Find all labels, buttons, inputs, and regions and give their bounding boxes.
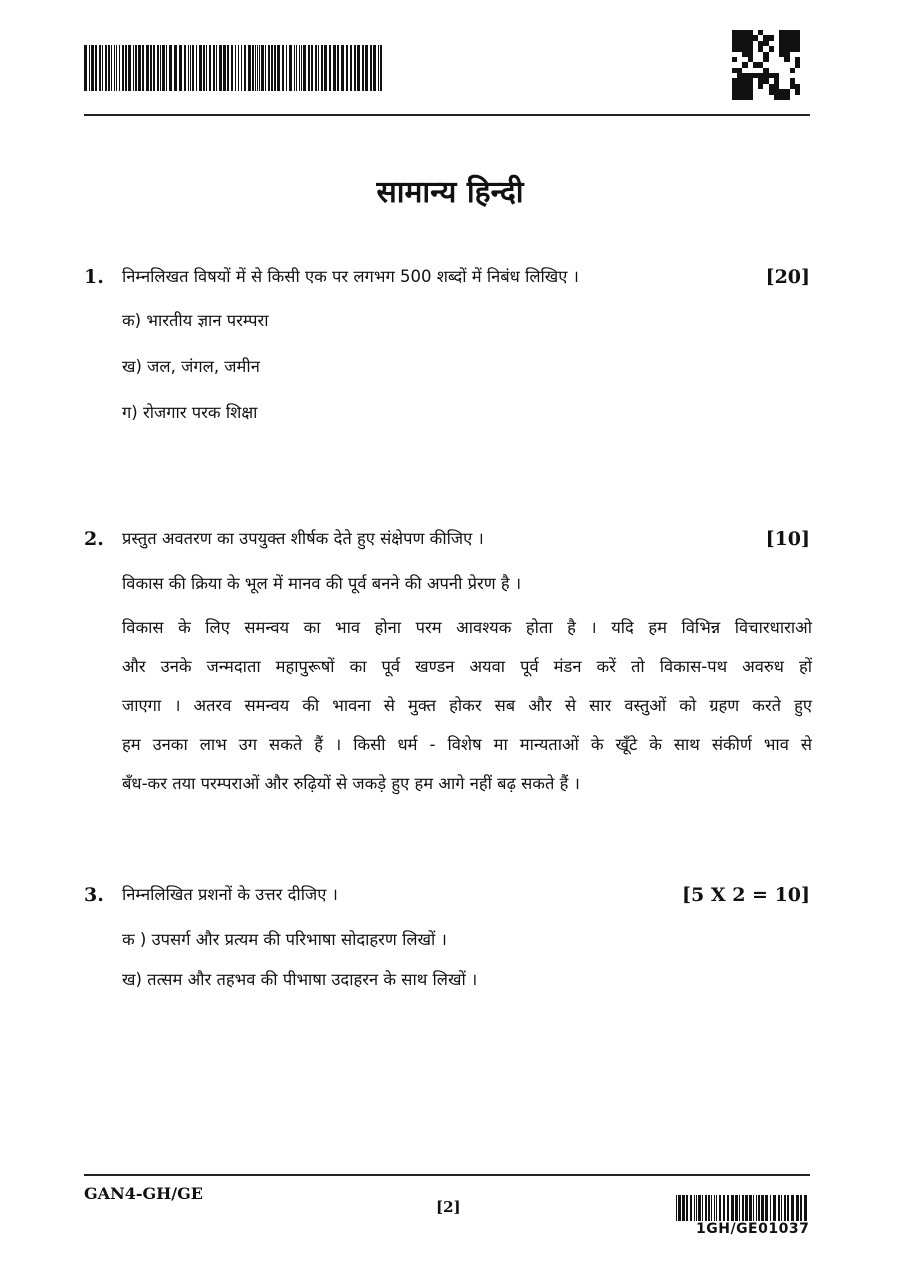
page-title: सामान्य हिन्दी [376,175,524,210]
barcode-bar [694,1195,695,1221]
barcode-bar [716,1195,717,1221]
barcode-bar [378,45,379,91]
question-2-number: 2. [84,528,104,550]
barcode-bar [216,45,217,91]
barcode-bar [676,1195,677,1221]
barcode-bar [311,45,313,91]
barcode-bar [765,1195,768,1221]
barcode-bar [238,45,239,91]
barcode-bar [727,1195,729,1221]
barcode-bar [690,1195,692,1221]
barcode-bar [209,45,211,91]
question-2-passage [122,608,812,803]
footer-rule [84,1174,810,1176]
barcode-bar [784,1195,786,1221]
barcode-bar [199,45,202,91]
barcode-bar [286,45,287,91]
barcode-bar [135,45,137,91]
barcode-bar [696,1195,697,1221]
question-1-option-a: क) भारतीय ज्ञान परम्परा [122,311,269,330]
barcode-bar [277,45,280,91]
header-rule [84,114,810,116]
barcode-bar [241,45,242,91]
barcode-bar [122,45,124,91]
barcode-bar [341,45,344,91]
barcode-bar [773,1195,776,1221]
barcode-bar [265,45,266,91]
barcode-bar [362,45,364,91]
barcode-bar [95,45,97,91]
barcode-bar [739,1195,740,1221]
barcode-bar [357,45,360,91]
barcode-bar [166,45,167,91]
passage-line: जाएगा । अतरव समन्वय की भावना से मुक्त होकर सब और से सार वस्तुओं को ग्रहण करते हुए [122,696,812,715]
barcode-bar [257,45,258,91]
page-number: [2] [436,1198,461,1216]
barcode-bar [749,1195,752,1221]
barcode-bar [299,45,300,91]
barcode-bar [102,45,103,91]
question-1-prompt: निम्नलिखत विषयों में से किसी एक पर लगभग 500 शब्दों में निबंध लिखिए । [122,267,579,286]
barcode-bar [105,45,107,91]
barcode-bar [321,45,323,91]
barcode-bar [125,45,127,91]
question-3-marks: [5 X 2 = 10] [682,884,810,906]
barcode-bar [742,1195,743,1221]
barcode-bar [337,45,339,91]
barcode-bar [796,1195,799,1221]
barcode-bar [296,45,297,91]
question-1-option-b: ख) जल, जंगल, जमीन [122,357,260,376]
barcode-bar [274,45,276,91]
barcode-bar [150,45,152,91]
barcode-bar [271,45,273,91]
question-1-marks: [20] [765,266,810,288]
barcode-bar [708,1195,710,1221]
barcode-bar [753,1195,754,1221]
barcode-bar [778,1195,780,1221]
barcode-bar [114,45,115,91]
question-3-prompt: निम्नलिखित प्रशनों के उत्तर दीजिए । [122,885,338,904]
barcode-bar [787,1195,789,1221]
barcode-bar [244,45,246,91]
barcode-bar [761,1195,764,1221]
barcode-bar [188,45,189,91]
barcode-bar [219,45,222,91]
question-2-intro: विकास की क्रिया के भूल में मानव की पूर्व बनने की अपनी प्रेरण है । [122,574,522,593]
question-3-number: 3. [84,884,104,906]
barcode-bar [206,45,207,91]
barcode-bar [723,1195,725,1221]
question-1-option-c: ग) रोजगार परक शिक्षा [122,403,258,422]
qr-module [795,95,800,100]
barcode-bar [261,45,264,91]
barcode-bar [711,1195,712,1221]
barcode-bar [119,45,120,91]
barcode-bar [248,45,251,91]
barcode-bar [686,1195,688,1221]
passage-line: हम उनका लाभ उग सकते हैं । किसी धर्म - विशेष मा मान्यताओं के खूँटे के साथ संकीर्ण भाव से [122,735,812,754]
question-3-option-a: क ) उपसर्ग और प्रत्यम की परिभाषा सोदाहरण लिखों । [122,930,447,949]
barcode-bar [89,45,90,91]
barcode-bar [770,1195,771,1221]
barcode-bar [146,45,149,91]
barcode-bar [705,1195,707,1221]
qr-code-icon [732,30,800,100]
barcode-bar [346,45,348,91]
barcode-bar [184,45,186,91]
barcode-bar [84,45,87,91]
barcode-bar [289,45,292,91]
barcode-bar [196,45,197,91]
barcode-bar [678,1195,681,1221]
barcode-bar [213,45,215,91]
barcode-bar [791,1195,794,1221]
barcode-bar [133,45,134,91]
barcode-bar [108,45,110,91]
barcode-bar [259,45,260,91]
barcode-bar [800,1195,802,1221]
barcode-bar [350,45,352,91]
barcode-bar [192,45,194,91]
barcode-bar [735,1195,738,1221]
barcode-bar [227,45,229,91]
barcode-bar [714,1195,715,1221]
barcode-bar [223,45,226,91]
barcode-bar [235,45,236,91]
barcode-bar [781,1195,782,1221]
barcode-bar [203,45,205,91]
barcode-bar [365,45,368,91]
barcode-bar [268,45,270,91]
barcode-bar [169,45,172,91]
barcode-bar [380,45,382,91]
barcode-bar [329,45,331,91]
paper-code: GAN4-GH/GE [84,1184,203,1203]
barcode-bar [702,1195,703,1221]
barcode-bar [99,45,101,91]
barcode-bar [116,45,117,91]
barcode-bar [370,45,372,91]
footer-barcode [676,1195,808,1221]
passage-line: बँध-कर तया परम्पराओं और रुढ़ियों से जकड़े हुए हम आगे नहीं बढ़ सकते हैं । [122,774,580,793]
barcode-bar [179,45,182,91]
question-2-prompt: प्रस्तुत अवतरण का उपयुक्त शीर्षक देते हुए संक्षेपण कीजिए । [122,529,484,548]
barcode-bar [255,45,256,91]
barcode-bar [303,45,306,91]
question-1-number: 1. [84,266,104,288]
barcode-bar [294,45,295,91]
barcode-bar [745,1195,748,1221]
barcode-bar [160,45,161,91]
question-2-marks: [10] [765,528,810,550]
barcode-bar [190,45,191,91]
question-3-option-b: ख) तत्सम और तहभव की पीभाषा उदाहरन के साथ लिखों । [122,970,478,989]
barcode-bar [282,45,284,91]
barcode-bar [157,45,159,91]
barcode-bar [91,45,94,91]
passage-line: विकास के लिए समन्वय का भाव होना परम आवश्यक होता है । यदि हम विभिन्न विचारधाराओ [122,618,812,637]
barcode-bar [743,1195,744,1221]
barcode-bar [128,45,131,91]
barcode-bar [804,1195,807,1221]
barcode-bar [758,1195,760,1221]
barcode-bar [373,45,376,91]
passage-line: और उनके जन्मदाता महापुरूषों का पूर्व खण्डन अयवा पूर्व मंडन करें तो विकास-पथ अवरुध हों [122,657,812,676]
barcode-bar [756,1195,757,1221]
barcode-bar [308,45,310,91]
top-barcode [84,45,386,91]
barcode-bar [333,45,336,91]
barcode-bar [354,45,356,91]
barcode-bar [698,1195,701,1221]
barcode-bar [138,45,141,91]
barcode-bar [153,45,155,91]
barcode-bar [111,45,112,91]
barcode-bar [682,1195,685,1221]
barcode-bar [324,45,327,91]
barcode-bar [142,45,144,91]
barcode-bar [318,45,319,91]
barcode-bar [174,45,177,91]
barcode-bar [731,1195,734,1221]
barcode-bar [231,45,233,91]
barcode-label: 1GH/GE01037 [696,1221,810,1237]
barcode-bar [162,45,165,91]
barcode-bar [719,1195,721,1221]
barcode-bar [315,45,317,91]
barcode-bar [252,45,254,91]
barcode-bar [301,45,302,91]
